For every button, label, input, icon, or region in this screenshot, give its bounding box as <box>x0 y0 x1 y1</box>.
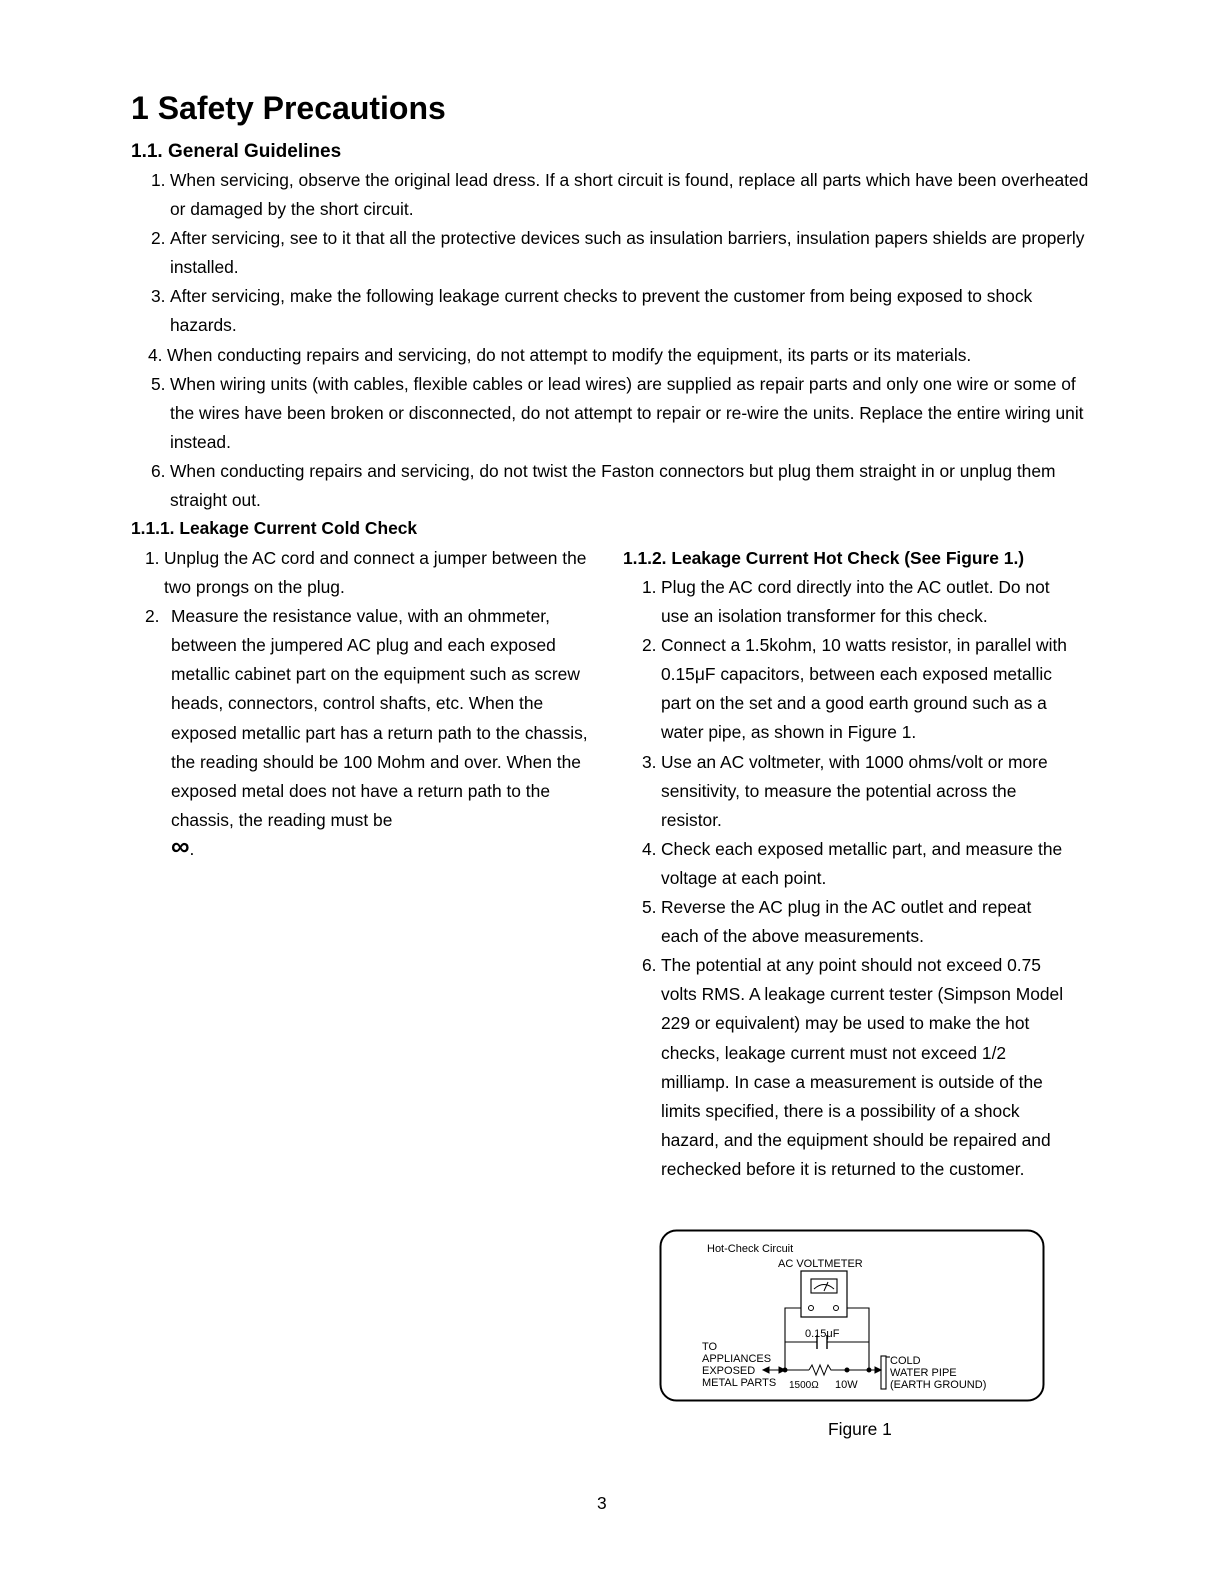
appliance-label-line-3: EXPOSED <box>702 1365 756 1377</box>
item-text: The potential at any point should not exceed 0.75 volts RMS. A leakage current tester (Simpson Model 229 or equivalent) may be used to make the hot checks, leakage current must not exceed 1/2 milliamp. In case a measurement is outside of the limits specified, there is a possibility of a shock hazard, and the equipment should be repaired and rechecked before it is returned to the customer. <box>661 955 1064 1179</box>
water-pipe-label-line-2: WATER PIPE <box>890 1367 957 1379</box>
list-item <box>148 341 1091 370</box>
item-text: Unplug the AC cord and connect a jumper between the two prongs on the plug. <box>164 548 587 598</box>
item-text: When conducting repairs and servicing, do not attempt to modify the equipment, its parts or its materials. <box>167 344 972 365</box>
hot-check-list <box>642 573 1072 1184</box>
item-text: When servicing, observe the original lead dress. If a short circuit is found, replace all parts which have been overheated or damaged by the short circuit. <box>170 170 1089 220</box>
general-guidelines-list <box>148 166 1091 515</box>
appliance-label-line-2: APPLIANCES <box>702 1353 772 1365</box>
item-number: 3. <box>151 286 166 307</box>
hot-check-heading: 1.1.2. Leakage Current Hot Check (See Figure 1.) <box>623 548 1025 568</box>
item-number: 4. <box>642 838 657 859</box>
item-number: 2. <box>145 606 160 627</box>
item-text: Connect a 1.5kohm, 10 watts resistor, in parallel with 0.15μF capacitors, between each exposed metallic part on the set and a good earth ground such as a water pipe, as shown in Figure 1. <box>661 635 1067 743</box>
list-item <box>151 224 1091 282</box>
water-pipe-label-line-3: (EARTH GROUND) <box>890 1379 987 1391</box>
item-number: 6. <box>642 955 657 976</box>
item-text: Measure the resistance value, with an ohmmeter, between the jumpered AC plug and each exposed metallic cabinet part on the equipment such as screw heads, connectors, control shafts, etc. When the exposed metallic part has a return path to the chassis, the reading should be 100 Mohm and over. When the exposed metal does not have a return path to the chassis, the reading must be <box>171 606 588 830</box>
figure-caption: Figure 1 <box>828 1419 892 1439</box>
list-item <box>145 544 595 602</box>
item-number: 1. <box>145 548 160 568</box>
list-item <box>642 748 1072 835</box>
hot-check-circuit-diagram <box>659 1229 1045 1402</box>
item-text: Plug the AC cord directly into the AC outlet. Do not use an isolation transformer for this check. <box>661 577 1050 627</box>
item-text: Reverse the AC plug in the AC outlet and repeat each of the above measurements. <box>661 897 1032 947</box>
item-number: 6. <box>151 460 166 481</box>
list-item <box>151 282 1091 340</box>
list-item <box>642 951 1072 1184</box>
list-item <box>151 457 1091 515</box>
page-title: 1 Safety Precautions <box>131 90 446 126</box>
item-text-container <box>145 602 595 864</box>
item-text: Check each exposed metallic part, and measure the voltage at each point. <box>661 838 1063 888</box>
list-item <box>642 835 1072 893</box>
item-number: 1. <box>151 170 166 190</box>
resistor-label: 1500Ω <box>789 1380 819 1391</box>
list-item <box>642 631 1072 747</box>
voltmeter-label: AC VOLTMETER <box>778 1258 863 1270</box>
list-item <box>151 370 1091 457</box>
list-item <box>642 573 1072 631</box>
cold-check-list <box>145 544 595 864</box>
page-number: 3 <box>597 1493 607 1513</box>
appliance-label-line-1: TO <box>702 1341 718 1353</box>
item-number: 3. <box>642 751 657 772</box>
item-text: When conducting repairs and servicing, do not twist the Faston connectors but plug them straight in or unplug them straight out. <box>170 460 1056 511</box>
item-text: Use an AC voltmeter, with 1000 ohms/volt or more sensitivity, to measure the potential across the resistor. <box>661 751 1048 830</box>
item-number: 5. <box>151 373 166 394</box>
cold-check-heading: 1.1.1. Leakage Current Cold Check <box>131 518 418 538</box>
list-item <box>151 166 1091 224</box>
circuit-title: Hot-Check Circuit <box>707 1243 794 1255</box>
item-number: 2. <box>151 228 166 249</box>
item-number: 2. <box>642 635 657 656</box>
capacitor-label: 0.15μF <box>805 1328 840 1340</box>
item-text: After servicing, make the following leakage current checks to prevent the customer from being exposed to shock hazards. <box>170 286 1033 336</box>
watt-label: 10W <box>835 1379 858 1391</box>
item-number: 4. <box>148 344 163 365</box>
list-item <box>145 602 595 864</box>
list-item <box>642 893 1072 951</box>
item-text: After servicing, see to it that all the protective devices such as insulation barriers, insulation papers shields are properly installed. <box>170 228 1085 278</box>
item-text: When wiring units (with cables, flexible cables or lead wires) are supplied as repair parts and only one wire or some of the wires have been broken or disconnected, do not attempt to repair or re-wire the units. Replace the entire wiring unit instead. <box>170 373 1084 452</box>
end-period: . <box>189 838 195 859</box>
item-number: 1. <box>642 577 657 597</box>
water-pipe-label-line-1: COLD <box>890 1355 921 1367</box>
infinity-symbol: ∞ <box>171 830 190 861</box>
item-number: 5. <box>642 897 657 918</box>
general-guidelines-heading: 1.1. General Guidelines <box>131 141 342 162</box>
appliance-label-line-4: METAL PARTS <box>702 1377 777 1389</box>
